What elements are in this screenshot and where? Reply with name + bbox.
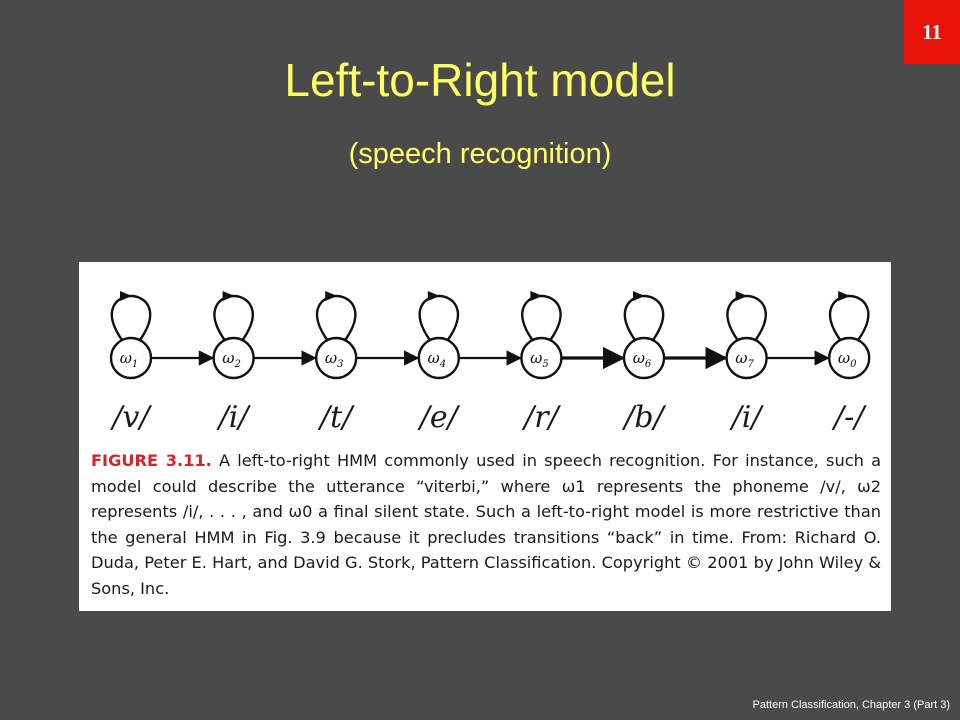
phoneme-label: /i/ [731, 400, 762, 435]
self-loop-arrow [625, 296, 663, 340]
slide-subtitle: (speech recognition) [348, 138, 612, 170]
figure-caption-text: A left-to-right HMM commonly used in speech recognition. For instance, such a model could describe the utterance “viterbi,” where ω1 represents the phoneme /v/, ω2 represents /i/, . . . , and ω0 a final silent state. Such a left-to-right model is more restrictive than the general HMM in Fig. 3.9 because it precludes transitions “back” in time. From: Richard O. Duda, Peter E. Hart, and David G. Stork, Pattern Classification. Copyright © 2001 by John Wiley & Sons, Inc. [91, 451, 881, 598]
self-loop-arrowhead [325, 291, 337, 301]
phoneme-label: /b/ [624, 400, 664, 435]
hmm-figure [79, 262, 891, 611]
self-loop-arrowhead [120, 291, 132, 301]
page-number-badge: 11 [904, 0, 960, 64]
phoneme-label: /r/ [524, 400, 559, 435]
self-loop-arrow [727, 296, 765, 340]
slide-title: Left-to-Right model [284, 54, 676, 106]
phoneme-label: /t/ [320, 400, 353, 435]
self-loop-arrowhead [428, 291, 440, 301]
phoneme-label: /e/ [419, 400, 458, 435]
phoneme-label: /-/ [834, 400, 865, 435]
figure-caption [91, 448, 881, 602]
self-loop-arrow [317, 296, 355, 340]
figure-label: FIGURE 3.11. [91, 451, 212, 470]
state-label: $\omega_6$ [632, 349, 652, 370]
state-label: $\omega_1$ [119, 349, 139, 370]
state-label: $\omega_7$ [735, 349, 754, 370]
self-loop-arrow [830, 296, 868, 340]
self-loop-arrow [214, 296, 252, 340]
self-loop-arrowhead [223, 291, 235, 301]
self-loop-arrow [112, 296, 150, 340]
state-label: $\omega_4$ [427, 349, 447, 370]
phoneme-label: /i/ [218, 400, 249, 435]
self-loop-arrowhead [838, 291, 850, 301]
self-loop-arrowhead [633, 291, 645, 301]
self-loop-arrowhead [530, 291, 542, 301]
state-label: $\omega_0$ [837, 349, 857, 370]
state-label: $\omega_5$ [530, 349, 549, 370]
state-label: $\omega_3$ [324, 349, 344, 370]
phoneme-row [79, 398, 891, 438]
self-loop-arrowhead [736, 291, 748, 301]
self-loop-arrow [522, 296, 560, 340]
phoneme-label: /v/ [112, 400, 150, 435]
state-label: $\omega_2$ [222, 349, 241, 370]
slide-footer: Pattern Classification, Chapter 3 (Part 3) [752, 699, 950, 711]
hmm-diagram [79, 262, 891, 402]
self-loop-arrow [420, 296, 458, 340]
